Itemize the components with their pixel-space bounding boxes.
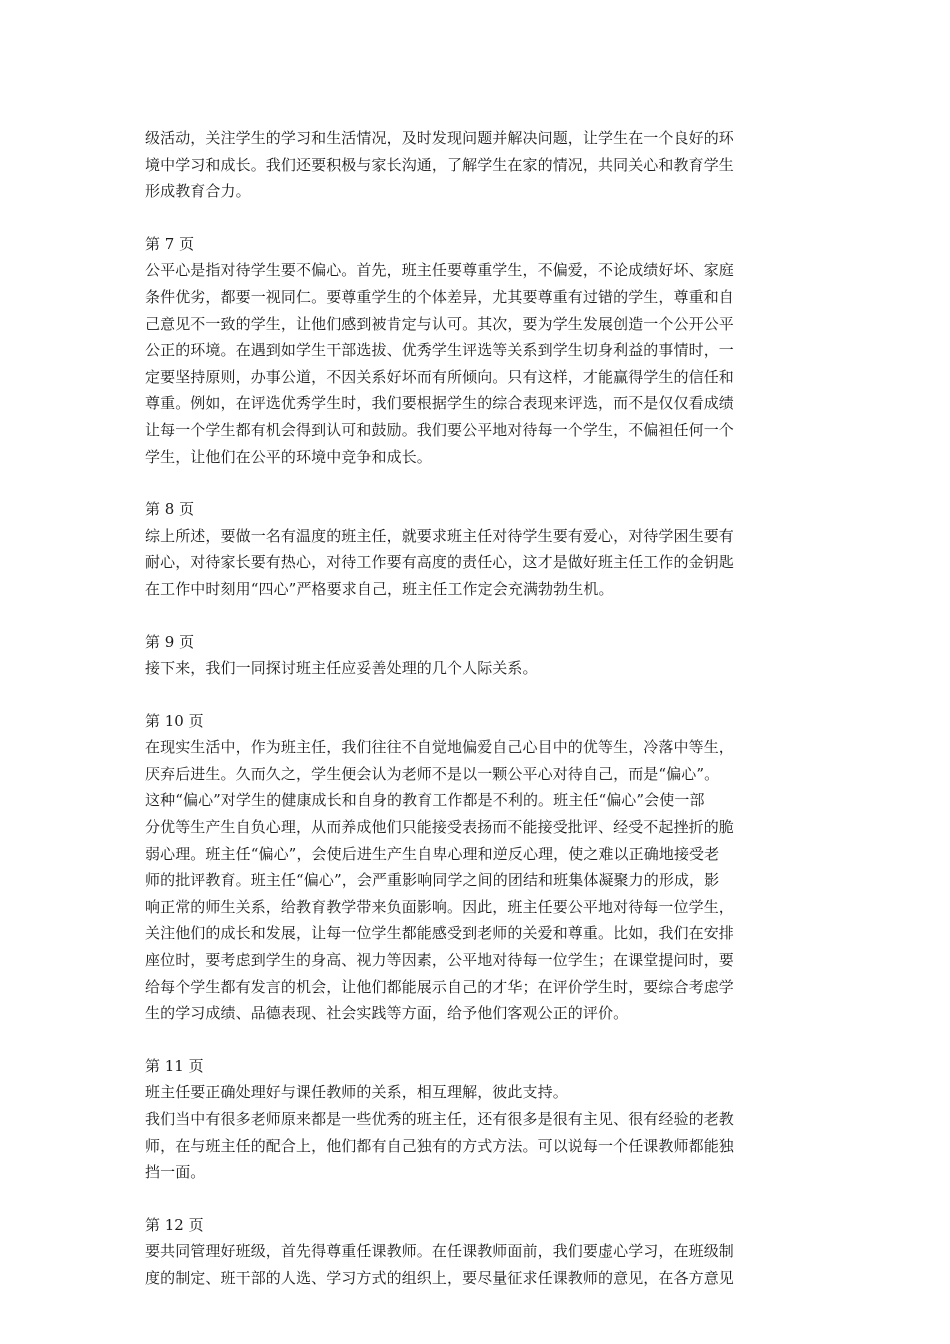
section-page-11 [145, 1053, 810, 1186]
paragraph-line: 关注他们的成长和发展，让每一位学生都能感受到老师的关爱和尊重。比如，我们在安排 [145, 924, 734, 943]
page-heading: 第 8 页 [145, 500, 195, 519]
paragraph-line: 在工作中时刻用“四心”严格要求自己，班主任工作定会充满勃勃生机。 [145, 579, 614, 598]
document-body [145, 125, 810, 1292]
section-page-12 [145, 1212, 810, 1292]
page-heading: 第 9 页 [145, 632, 195, 651]
paragraph-line: 响正常的师生关系，给教育教学带来负面影响。因此，班主任要公平地对待每一位学生， [145, 897, 734, 916]
paragraph-line: 公平心是指对待学生要不偏心。首先，班主任要尊重学生，不偏爱，不论成绩好坏、家庭 [145, 261, 734, 280]
paragraph-line: 我们当中有很多老师原来都是一些优秀的班主任，还有很多是很有主见、很有经验的老教 [145, 1110, 734, 1128]
paragraph-line: 座位时，要考虑到学生的身高、视力等因素，公平地对待每一位学生；在课堂提问时，要 [145, 951, 734, 970]
paragraph-line: 学生，让他们在公平的环境中竞争和成长。 [145, 447, 432, 466]
paragraph-line: 给每个学生都有发言的机会，让他们都能展示自己的才华；在评价学生时，要综合考虑学 [145, 977, 734, 996]
paragraph-line: 条件优劣，都要一视同仁。要尊重学生的个体差异，尤其要尊重有过错的学生，尊重和自 [145, 287, 734, 306]
paragraph-line: 定要坚持原则，办事公道，不因关系好坏而有所倾向。只有这样，才能赢得学生的信任和 [145, 367, 734, 386]
paragraph-line: 尊重。例如，在评选优秀学生时，我们要根据学生的综合表现来评选，而不是仅仅看成绩 [145, 394, 734, 413]
paragraph-line: 公正的环境。在遇到如学生干部选拔、优秀学生评选等关系到学生切身利益的事情时，一 [145, 341, 734, 360]
paragraph-line: 境中学习和成长。我们还要积极与家长沟通，了解学生在家的情况，共同关心和教育学生 [145, 155, 734, 174]
paragraph-line: 形成教育合力。 [145, 182, 251, 201]
paragraph-line: 综上所述，要做一名有温度的班主任，就要求班主任对待学生要有爱心，对待学困生要有 [145, 526, 734, 545]
paragraph-line: 在现实生活中，作为班主任，我们往往不自觉地偏爱自己心目中的优等生，冷落中等生， [145, 738, 734, 757]
page-heading: 第 7 页 [145, 234, 195, 253]
paragraph-line: 分优等生产生自负心理，从而养成他们只能接受表扬而不能接受批评、经受不起挫折的脆 [145, 818, 734, 837]
paragraph-line: 师的批评教育。班主任“偏心”，会严重影响同学之间的团结和班集体凝聚力的形成，影 [145, 871, 720, 890]
paragraph-line: 级活动，关注学生的学习和生活情况，及时发现问题并解决问题，让学生在一个良好的环 [145, 129, 734, 147]
section-page-9 [145, 629, 810, 682]
paragraph-line: 接下来，我们一同探讨班主任应妥善处理的几个人际关系。 [145, 659, 538, 678]
paragraph-line: 耐心，对待家长要有热心，对待工作要有高度的责任心，这才是做好班主任工作的金钥匙 [145, 553, 734, 572]
paragraph-line: 让每一个学生都有机会得到认可和鼓励。我们要公平地对待每一个学生，不偏袒任何一个 [145, 420, 734, 439]
paragraph-line: 要共同管理好班级，首先得尊重任课教师。在任课教师面前，我们要虚心学习，在班级制 [145, 1242, 734, 1261]
paragraph-line: 师，在与班主任的配合上，他们都有自己独有的方式方法。可以说每一个任课教师都能独 [145, 1136, 734, 1155]
section-page-10 [145, 708, 810, 1027]
text-block [145, 125, 810, 205]
page-heading: 第 10 页 [145, 711, 204, 730]
paragraph-line: 弱心理。班主任“偏心”，会使后进生产生自卑心理和逆反心理，使之难以正确地接受老 [145, 844, 720, 863]
paragraph-line: 班主任要正确处理好与课任教师的关系，相互理解，彼此支持。 [145, 1083, 568, 1102]
paragraph-line: 挡一面。 [145, 1163, 206, 1182]
page-heading: 第 12 页 [145, 1215, 204, 1234]
section-page-7 [145, 231, 810, 470]
page-heading: 第 11 页 [145, 1056, 204, 1075]
paragraph-line: 己意见不一致的学生，让他们感到被肯定与认可。其次，要为学生发展创造一个公开公平 [145, 314, 734, 333]
paragraph-line: 度的制定、班干部的人选、学习方式的组织上，要尽量征求任课教师的意见，在各方意见 [145, 1268, 734, 1287]
section-page-8 [145, 496, 810, 602]
paragraph-line: 这种“偏心”对学生的健康成长和自身的教育工作都是不利的。班主任“偏心”会使一部 [145, 791, 705, 810]
paragraph-line: 生的学习成绩、品德表现、社会实践等方面，给予他们客观公正的评价。 [145, 1004, 629, 1023]
paragraph-line: 厌弃后进生。久而久之，学生便会认为老师不是以一颗公平心对待自己，而是“偏心”。 [145, 764, 720, 783]
